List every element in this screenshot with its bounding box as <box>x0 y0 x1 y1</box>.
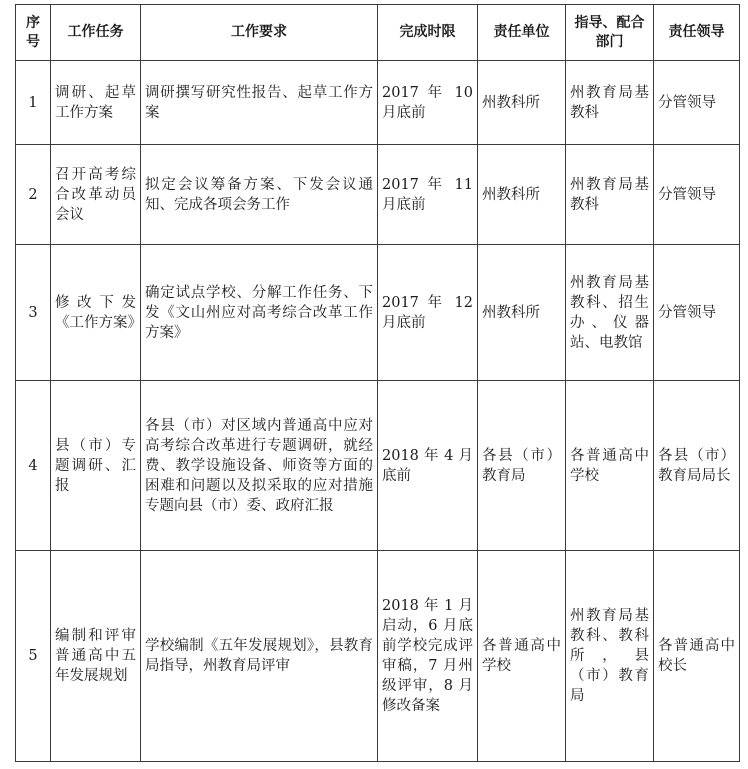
row-guide-departments: 州教育局基教科、教科所，县（市）教育局 <box>566 551 654 762</box>
table-row <box>16 61 740 145</box>
header-guide-departments: 指导、配合部门 <box>566 5 654 61</box>
row-responsible-unit: 各县（市）教育局 <box>478 381 566 551</box>
row-responsible-unit: 州教科所 <box>478 61 566 145</box>
row-deadline: 2017 年 12 月底前 <box>378 245 478 381</box>
row-guide-departments: 州教育局基教科 <box>566 61 654 145</box>
task-table <box>15 4 740 762</box>
row-responsible-unit: 各普通高中学校 <box>478 551 566 762</box>
header-responsible-unit: 责任单位 <box>478 5 566 61</box>
row-responsible-leader: 各县（市）教育局局长 <box>654 381 740 551</box>
row-responsible-unit: 州教科所 <box>478 145 566 245</box>
row-requirement: 确定试点学校、分解工作任务、下发《文山州应对高考综合改革工作方案》 <box>141 245 378 381</box>
row-num: 2 <box>16 145 51 245</box>
row-deadline: 2017 年 11 月底前 <box>378 145 478 245</box>
row-task: 修改下发《工作方案》 <box>51 245 141 381</box>
row-responsible-leader: 分管领导 <box>654 145 740 245</box>
row-deadline: 2018 年 1 月启动，6 月底前学校完成评审稿，7 月州级评审，8 月修改备案 <box>378 551 478 762</box>
header-deadline: 完成时限 <box>378 5 478 61</box>
row-responsible-leader: 各普通高中校长 <box>654 551 740 762</box>
row-deadline: 2018 年 4 月底前 <box>378 381 478 551</box>
row-guide-departments: 各普通高中学校 <box>566 381 654 551</box>
header-requirement: 工作要求 <box>141 5 378 61</box>
header-task: 工作任务 <box>51 5 141 61</box>
row-task: 县（市）专题调研、汇报 <box>51 381 141 551</box>
row-num: 5 <box>16 551 51 762</box>
row-task: 调研、起草工作方案 <box>51 61 141 145</box>
row-num: 4 <box>16 381 51 551</box>
row-num: 1 <box>16 61 51 145</box>
row-task: 召开高考综合改革动员会议 <box>51 145 141 245</box>
table-row <box>16 381 740 551</box>
row-guide-departments: 州教育局基教科、招生办、仪器站、电教馆 <box>566 245 654 381</box>
header-row <box>16 5 740 61</box>
row-guide-departments: 州教育局基教科 <box>566 145 654 245</box>
table-row <box>16 551 740 762</box>
row-responsible-unit: 州教科所 <box>478 245 566 381</box>
row-responsible-leader: 分管领导 <box>654 61 740 145</box>
row-requirement: 拟定会议筹备方案、下发会议通知、完成各项会务工作 <box>141 145 378 245</box>
table-row <box>16 145 740 245</box>
row-requirement: 学校编制《五年发展规划》，县教育局指导，州教育局评审 <box>141 551 378 762</box>
table-row <box>16 245 740 381</box>
row-task: 编制和评审普通高中五年发展规划 <box>51 551 141 762</box>
header-num: 序号 <box>16 5 51 61</box>
row-responsible-leader: 分管领导 <box>654 245 740 381</box>
header-responsible-leader: 责任领导 <box>654 5 740 61</box>
row-deadline: 2017 年 10 月底前 <box>378 61 478 145</box>
row-requirement: 各县（市）对区域内普通高中应对高考综合改革进行专题调研，就经费、教学设施设备、师资等方面的困难和问题以及拟采取的应对措施专题向县（市）委、政府汇报 <box>141 381 378 551</box>
row-requirement: 调研撰写研究性报告、起草工作方案 <box>141 61 378 145</box>
row-num: 3 <box>16 245 51 381</box>
